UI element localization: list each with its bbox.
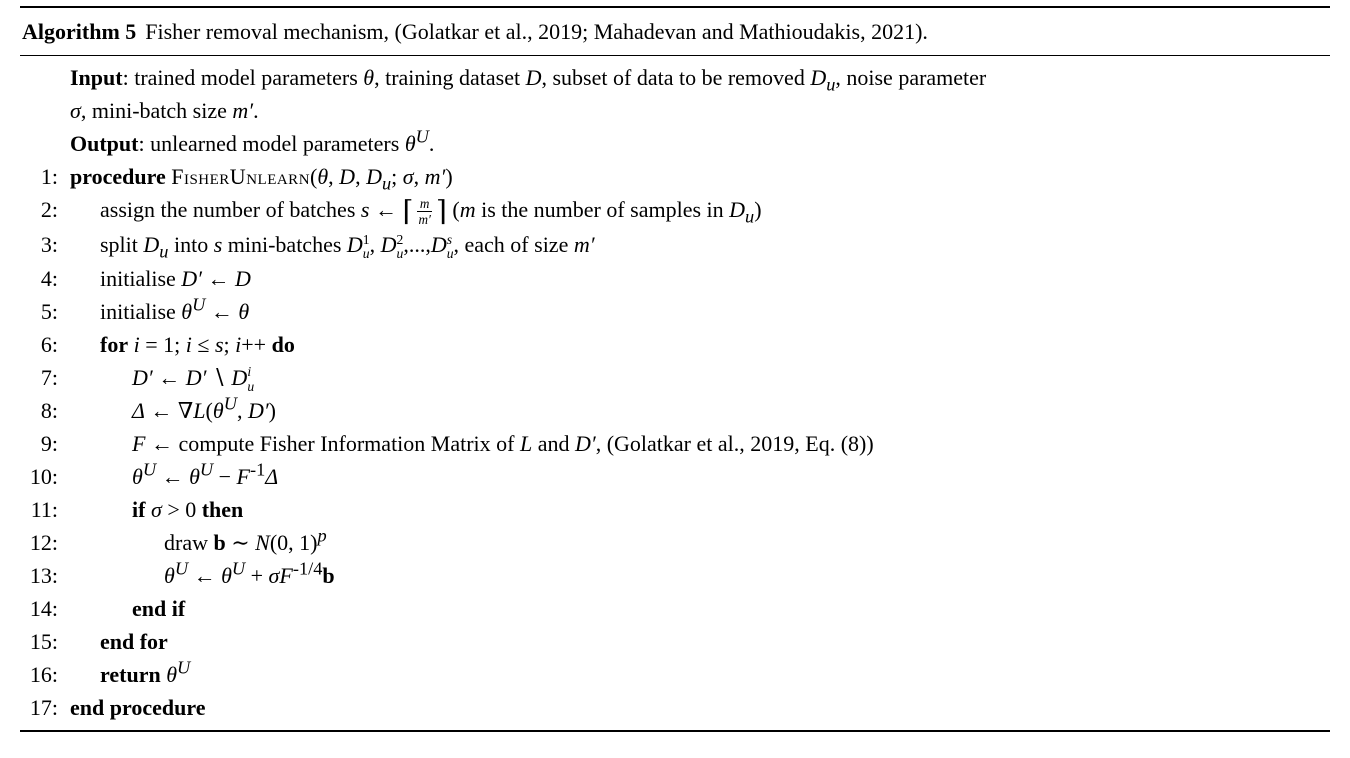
line-content: end procedure xyxy=(70,694,206,720)
line-number: 9: xyxy=(40,430,58,456)
algorithm-line xyxy=(20,559,1330,592)
algorithm-line xyxy=(20,127,1330,160)
line-content: return $\theta^U$ xyxy=(100,657,191,687)
line-content: if σ > 0 then xyxy=(132,496,244,522)
algorithm-line xyxy=(20,691,1330,724)
line-content: end for xyxy=(100,628,168,654)
line-number: 2: xyxy=(40,197,58,222)
line-number: 6: xyxy=(40,331,58,357)
algorithm-line xyxy=(20,295,1330,328)
line-number: 17: xyxy=(29,694,58,720)
line-content: F ← compute Fisher Information Matrix of L and D′, (Golatkar et al., 2019, Eq. (8)) xyxy=(132,430,874,456)
algorithm-line xyxy=(20,61,1330,127)
algorithm-line xyxy=(20,592,1330,625)
line-number: 15: xyxy=(29,628,58,654)
line-number: 12: xyxy=(29,529,58,555)
algorithm-line xyxy=(20,427,1330,460)
line-content: draw b ∼ N(0, 1)$^p$ xyxy=(164,525,327,555)
line-number: 8: xyxy=(40,397,58,423)
line-content: $\theta^U$ ← $\theta^U - F^{-1}\Delta$ xyxy=(132,459,279,489)
algorithm-line xyxy=(20,526,1330,559)
line-content: D′ ← D′ ∖ D i u xyxy=(132,364,255,394)
algorithm-caption-text: Fisher removal mechanism, (Golatkar et al., 2019; Mahadevan and Mathioudakis, 2021). xyxy=(145,19,928,44)
line-content: initialise $\theta^U$ ← θ xyxy=(100,294,250,324)
algorithm-line xyxy=(20,493,1330,526)
line-number: 5: xyxy=(40,298,58,324)
line-number: 14: xyxy=(29,595,58,621)
line-number: 1: xyxy=(40,164,58,189)
algorithm-line xyxy=(20,228,1330,261)
line-content: end if xyxy=(132,595,186,621)
line-number: 7: xyxy=(40,364,58,390)
algorithm-line xyxy=(20,262,1330,295)
line-number: 3: xyxy=(40,232,58,258)
algorithm-label: Algorithm 5 xyxy=(22,19,137,44)
caption-rule xyxy=(20,55,1330,56)
algorithm-line xyxy=(20,658,1330,691)
line-number: 11: xyxy=(30,496,58,522)
algorithm-line xyxy=(20,193,1330,228)
algorithm-body xyxy=(20,61,1330,724)
line-content: for i = 1; i ≤ s; i++ do xyxy=(100,331,295,357)
algorithm-line xyxy=(20,160,1330,193)
algorithm-line xyxy=(20,361,1330,394)
line-number: 13: xyxy=(29,562,58,588)
line-content: procedure FisherUnlearn(θ, D, $D_u$; σ, m′) xyxy=(70,164,453,194)
line-content: initialise D′ ← D xyxy=(100,265,251,291)
line-content: Input: trained model parameters θ, training dataset D, subset of data to be removed $D_u$, noise parameter σ, mini-batch size m′. xyxy=(70,65,987,123)
line-content: assign the number of batches s ← ⌈ $\frac{m}{m'}$ ⌉ (m is the number of samples in $D_u$) xyxy=(100,196,762,228)
algorithm-caption xyxy=(22,15,1330,48)
bottom-rule xyxy=(20,730,1330,732)
line-number: 10: xyxy=(29,463,58,489)
algorithm-line xyxy=(20,328,1330,361)
line-content: Output: unlearned model parameters $\theta^U$. xyxy=(70,126,435,156)
line-content: split $D_u$ into s mini-batches D 1 u , D 2 u ,...,D s u , each of size m′ xyxy=(100,232,595,262)
line-content: Δ ← $\nabla L(\theta^U$, D′) xyxy=(132,393,276,423)
algorithm-line xyxy=(20,394,1330,427)
algorithm-line xyxy=(20,460,1330,493)
line-number: 4: xyxy=(40,265,58,291)
line-content: $\theta^U$ ← $\theta^U + \sigma F^{-1/4}b$ xyxy=(164,558,335,588)
algorithm-line xyxy=(20,625,1330,658)
top-rule xyxy=(20,6,1330,8)
line-number: 16: xyxy=(29,661,58,687)
